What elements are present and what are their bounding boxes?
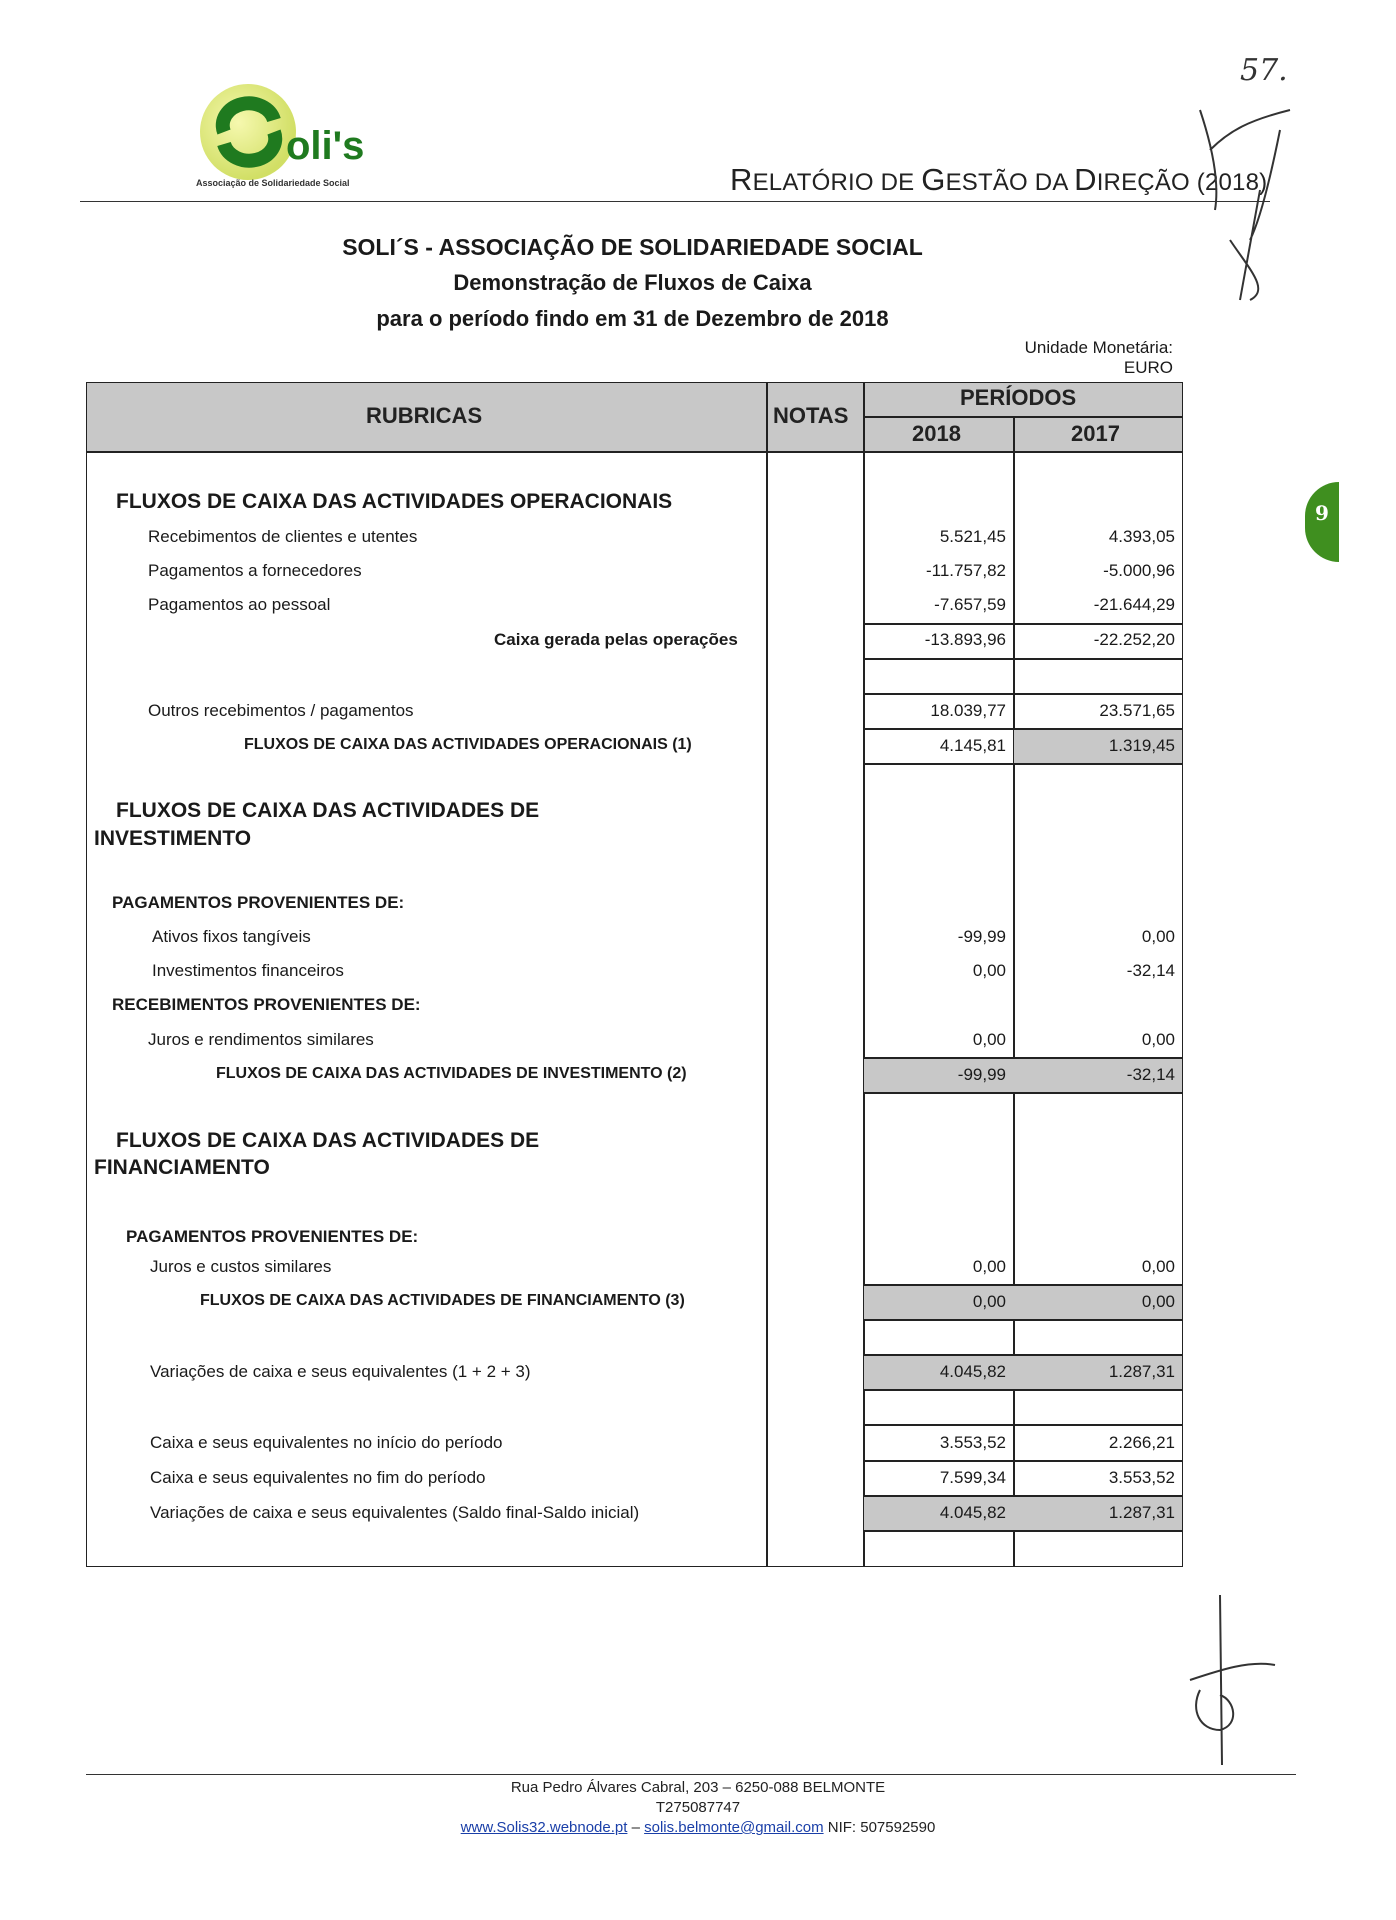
header-year-2018: 2018 <box>912 421 961 446</box>
value-2018: 0,00 <box>972 1257 1006 1276</box>
footer-phone: T275087747 <box>655 1799 741 1816</box>
total-financiamento-label: FLUXOS DE CAIXA DAS ACTIVIDADES DE FINANCIAMENTO (3) <box>200 1292 685 1309</box>
footer-separator: – <box>627 1819 645 1836</box>
value-2017: 3.553,52 <box>1108 1468 1175 1487</box>
header-notas: NOTAS <box>773 403 849 428</box>
statement-title: Demonstração de Fluxos de Caixa <box>453 270 812 295</box>
value-2018: -99,99 <box>957 927 1006 946</box>
total-fin-2017: 0,00 <box>1141 1292 1175 1311</box>
organization-title: SOLI´S - ASSOCIAÇÃO DE SOLIDARIEDADE SOCIAL <box>342 234 923 260</box>
total-fin-top-line <box>863 1284 1183 1286</box>
section-investimento-title-line2: INVESTIMENTO <box>94 827 252 850</box>
value-2018: 18.039,77 <box>930 701 1006 720</box>
value-2017: 1.287,31 <box>1108 1503 1175 1522</box>
logo-subtitle: Associação de Solidariedade Social <box>196 178 350 188</box>
unit-label-text: Unidade Monetária: <box>1024 338 1173 357</box>
subtotal-2018: -13.893,96 <box>924 630 1006 649</box>
outros-top-line <box>863 693 1183 695</box>
handwritten-initials <box>1180 1590 1280 1770</box>
page-tab: 9 <box>1305 482 1339 562</box>
total-investimento-label: FLUXOS DE CAIXA DAS ACTIVIDADES DE INVESTIMENTO (2) <box>216 1065 687 1082</box>
total-inv-2018: -99,99 <box>957 1065 1006 1084</box>
recebimentos-title: RECEBIMENTOS PROVENIENTES DE: <box>112 995 421 1014</box>
total-inv-2017: -32,14 <box>1126 1065 1175 1084</box>
subtotal-bottom-line <box>863 658 1183 660</box>
total-operacionais-label: FLUXOS DE CAIXA DAS ACTIVIDADES OPERACIONAIS (1) <box>244 736 692 753</box>
row-label: Caixa e seus equivalentes no fim do período <box>150 1468 486 1487</box>
value-2018: 4.045,82 <box>939 1503 1006 1522</box>
var-bottom-line <box>863 1389 1183 1391</box>
total-op-2017: 1.319,45 <box>1108 736 1175 755</box>
value-2017: -5.000,96 <box>1103 561 1175 580</box>
row-label: Recebimentos de clientes e utentes <box>148 527 418 546</box>
value-2018: 3.553,52 <box>939 1433 1006 1452</box>
variacoes-label: Variações de caixa e seus equivalentes (1 + 2 + 3) <box>150 1362 531 1381</box>
saldos-mid-line <box>863 1460 1183 1462</box>
unit-value: EURO <box>1123 358 1173 377</box>
email-link[interactable]: solis.belmonte@gmail.com <box>644 1819 824 1836</box>
pagamentos-title: PAGAMENTOS PROVENIENTES DE: <box>112 893 405 912</box>
value-2017: 0,00 <box>1141 1030 1175 1049</box>
total-inv-bottom-line <box>863 1092 1183 1094</box>
value-2017: 23.571,65 <box>1099 701 1175 720</box>
logo-text: oli's <box>286 124 365 168</box>
value-2017: 0,00 <box>1141 1257 1175 1276</box>
variacoes-2017: 1.287,31 <box>1108 1362 1175 1381</box>
variacoes-2018: 4.045,82 <box>939 1362 1006 1381</box>
period-title: para o período findo em 31 de Dezembro de 2018 <box>376 306 889 331</box>
total-fin-bottom-line <box>863 1319 1183 1321</box>
website-link[interactable]: www.Solis32.webnode.pt <box>460 1819 628 1836</box>
saldos-bottom-line <box>863 1530 1183 1532</box>
value-2018: 7.599,34 <box>939 1468 1006 1487</box>
row-label: Investimentos financeiros <box>152 961 344 980</box>
col-divider-years <box>1013 451 1015 1567</box>
subtotal-2017: -22.252,20 <box>1093 630 1175 649</box>
row-label: Caixa e seus equivalentes no início do período <box>150 1433 503 1452</box>
row-label: Pagamentos ao pessoal <box>148 595 331 614</box>
subtotal-top-line <box>863 623 1183 625</box>
total-fin-2018: 0,00 <box>972 1292 1006 1311</box>
subtotal-label: Caixa gerada pelas operações <box>494 630 738 649</box>
saldos-top-line <box>863 1424 1183 1426</box>
row-label: Variações de caixa e seus equivalentes (Saldo final-Saldo inicial) <box>150 1503 640 1522</box>
value-2017: 2.266,21 <box>1108 1433 1175 1452</box>
value-2017: 4.393,05 <box>1108 527 1175 546</box>
header-rule <box>80 201 1270 202</box>
section-operacionais-title: FLUXOS DE CAIXA DAS ACTIVIDADES OPERACIONAIS <box>116 490 673 513</box>
value-2017: -32,14 <box>1126 961 1175 980</box>
footer-address: Rua Pedro Álvares Cabral, 203 – 6250-088 BELMONTE <box>510 1779 886 1796</box>
unit-label <box>980 338 1173 378</box>
col-divider-years-header <box>1013 417 1015 451</box>
value-2018: -7.657,59 <box>934 595 1006 614</box>
row-label: Pagamentos a fornecedores <box>148 561 362 580</box>
value-2018: 5.521,45 <box>939 527 1006 546</box>
header-year-2017: 2017 <box>1071 421 1120 446</box>
periodos-divider <box>863 416 1183 418</box>
header-periodos: PERÍODOS <box>960 385 1077 410</box>
total-inv-top-line <box>863 1057 1183 1059</box>
total-op-bottom-line <box>863 763 1183 765</box>
value-2017: -21.644,29 <box>1093 595 1175 614</box>
handwritten-page-number: 57. <box>1240 53 1288 88</box>
report-title: RELATÓRIO DE GESTÃO DA DIREÇÃO (2018) <box>730 162 1268 197</box>
section-financiamento-title-line1: FLUXOS DE CAIXA DAS ACTIVIDADES DE <box>116 1129 540 1152</box>
footer-nif: NIF: 507592590 <box>823 1819 936 1836</box>
row-label: Juros e rendimentos similares <box>148 1030 374 1049</box>
row-label: Ativos fixos tangíveis <box>152 927 311 946</box>
row-label: Juros e custos similares <box>150 1257 332 1276</box>
section-financiamento-title-line2: FINANCIAMENTO <box>94 1156 270 1179</box>
fin-pagamentos-title: PAGAMENTOS PROVENIENTES DE: <box>126 1227 419 1246</box>
header-bottom-line <box>86 451 1183 453</box>
header-rubricas: RUBRICAS <box>366 403 483 428</box>
value-2018: 0,00 <box>972 961 1006 980</box>
footer-contacts <box>0 1819 1396 1836</box>
row-label: Outros recebimentos / pagamentos <box>148 701 414 720</box>
col-divider-rubricas <box>766 382 768 1567</box>
value-2018: 0,00 <box>972 1030 1006 1049</box>
total-op-2018: 4.145,81 <box>939 736 1006 755</box>
footer-rule <box>86 1774 1296 1775</box>
value-2017: 0,00 <box>1141 927 1175 946</box>
value-2018: -11.757,82 <box>925 561 1006 580</box>
section-investimento-title-line1: FLUXOS DE CAIXA DAS ACTIVIDADES DE <box>116 799 540 822</box>
